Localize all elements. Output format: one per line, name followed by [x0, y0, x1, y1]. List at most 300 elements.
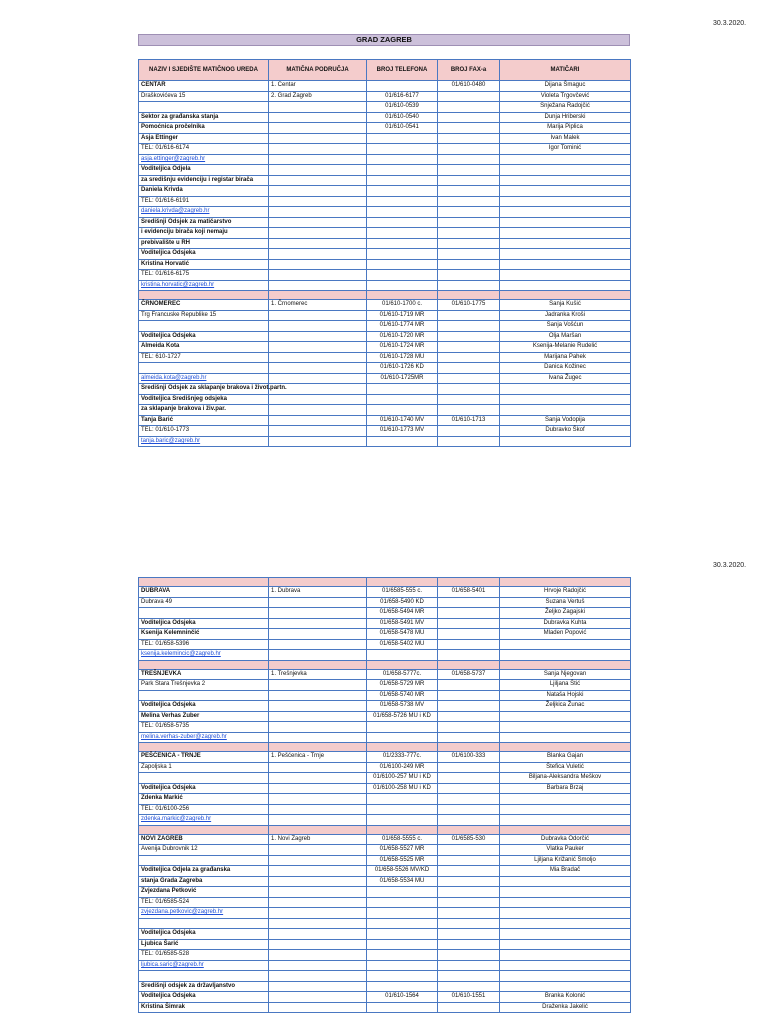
office-cell: za sklapanje brakova i živ.par.	[139, 405, 269, 416]
email-link[interactable]: melina.verhas-zuber@zagreb.hr	[139, 732, 269, 743]
area-cell	[269, 825, 367, 834]
registrar-cell: Ksenija-Melanie Rudelić	[500, 342, 631, 353]
registrar-cell	[500, 238, 631, 249]
registrar-cell	[500, 291, 631, 300]
registrar-cell	[500, 207, 631, 218]
fax-cell: 01/610-1551	[438, 992, 500, 1003]
table-row	[139, 855, 631, 866]
office-cell: Asja Ettinger	[139, 133, 269, 144]
registrar-cell: Ivana Žugec	[500, 373, 631, 384]
office-cell: TEL: 01/616-6175	[139, 270, 269, 281]
registrar-cell	[500, 660, 631, 669]
area-cell	[269, 112, 367, 123]
registrar-cell	[500, 217, 631, 228]
registrar-cell: Željko Zagajski	[500, 608, 631, 619]
page-date: 30.3.2020.	[713, 20, 747, 27]
table-row	[139, 690, 631, 701]
fax-cell	[438, 321, 500, 332]
registrar-cell	[500, 804, 631, 815]
office-cell: Zdenka Markić	[139, 794, 269, 805]
registrar-cell	[500, 876, 631, 887]
fax-cell	[438, 845, 500, 856]
office-cell: Voditeljica Odsjeka	[139, 618, 269, 629]
area-cell	[269, 855, 367, 866]
phone-cell: 01/658-5490 KD	[367, 597, 438, 608]
office-cell: prebivalište u RH	[139, 238, 269, 249]
fax-cell	[438, 897, 500, 908]
registrar-cell: Željkica Žunac	[500, 701, 631, 712]
phone-cell	[367, 897, 438, 908]
area-cell	[269, 249, 367, 260]
fax-cell: 01/610-1713	[438, 415, 500, 426]
phone-cell: 01/658-5777c.	[367, 669, 438, 680]
office-cell: Avenija Dubrovnik 12	[139, 845, 269, 856]
fax-cell	[438, 825, 500, 834]
table-row	[139, 133, 631, 144]
phone-cell	[367, 971, 438, 982]
phone-cell	[367, 133, 438, 144]
phone-cell	[367, 815, 438, 826]
email-link[interactable]: daniela.krivda@zagreb.hr	[139, 207, 269, 218]
header-spacer-cell	[438, 578, 500, 587]
phone-cell	[367, 650, 438, 661]
registrar-cell	[500, 165, 631, 176]
registrar-cell: Igor Tominić	[500, 144, 631, 155]
table-title: GRAD ZAGREB	[138, 34, 630, 46]
registrar-cell: Violeta Trgovčević	[500, 91, 631, 102]
registrar-cell: Dunja Hriberski	[500, 112, 631, 123]
fax-cell	[438, 618, 500, 629]
header-spacer-cell	[269, 578, 367, 587]
table-row	[139, 981, 631, 992]
office-cell: Park Stara Trešnjevka 2	[139, 680, 269, 691]
fax-cell	[438, 186, 500, 197]
email-link[interactable]: asja.ettinger@zagreb.hr	[139, 154, 269, 165]
registrar-cell	[500, 908, 631, 919]
fax-cell	[438, 238, 500, 249]
separator-row	[139, 291, 631, 300]
table-row	[139, 426, 631, 437]
email-link[interactable]: zdenka.markic@zagreb.hr	[139, 815, 269, 826]
fax-cell	[438, 804, 500, 815]
office-cell: Trg Francuske Republike 15	[139, 310, 269, 321]
registrar-cell	[500, 175, 631, 186]
phone-cell: 01/610-1740 MV	[367, 415, 438, 426]
area-cell	[269, 291, 367, 300]
phone-cell	[367, 280, 438, 291]
email-link[interactable]: tanja.baric@zagreb.hr	[139, 436, 269, 447]
phone-cell	[367, 929, 438, 940]
phone-cell	[367, 804, 438, 815]
registrar-cell	[500, 259, 631, 270]
table-row	[139, 918, 631, 929]
registrar-cell: Sanja Njegovan	[500, 669, 631, 680]
phone-cell	[367, 144, 438, 155]
table-row	[139, 81, 631, 92]
phone-cell: 01/658-5526 MV/KD	[367, 866, 438, 877]
office-cell	[139, 918, 269, 929]
table-row	[139, 331, 631, 342]
email-link[interactable]: kristina.horvatic@zagreb.hr	[139, 280, 269, 291]
area-cell	[269, 436, 367, 447]
col-header-area: MATIČNA PODRUČJA	[269, 60, 367, 81]
registrar-cell: Blanka Gajan	[500, 752, 631, 763]
registrar-cell: Sanja Vošćun	[500, 321, 631, 332]
table-row	[139, 929, 631, 940]
area-cell	[269, 743, 367, 752]
office-cell: Draškovićeva 15	[139, 91, 269, 102]
fax-cell	[438, 650, 500, 661]
area-cell	[269, 228, 367, 239]
fax-cell	[438, 331, 500, 342]
table-row	[139, 950, 631, 961]
phone-cell: 01/610-1720 MR	[367, 331, 438, 342]
phone-cell	[367, 405, 438, 416]
fax-cell	[438, 815, 500, 826]
office-cell: Voditeljica Odsjeka	[139, 929, 269, 940]
table-row	[139, 639, 631, 650]
area-cell: 1. Novi Zagreb	[269, 834, 367, 845]
fax-cell	[438, 950, 500, 961]
table-row	[139, 270, 631, 281]
registrar-cell: Štefica Vuletić	[500, 762, 631, 773]
table-row	[139, 112, 631, 123]
area-cell	[269, 608, 367, 619]
phone-cell: 01/658-5527 MR	[367, 845, 438, 856]
registrar-cell: Sanja Kušić	[500, 300, 631, 311]
office-cell: Središnji Odsjek za matičarstvo	[139, 217, 269, 228]
registrar-cell: Barbara Brzaj	[500, 783, 631, 794]
registrar-cell	[500, 639, 631, 650]
fax-cell	[438, 196, 500, 207]
area-cell	[269, 762, 367, 773]
table-row	[139, 992, 631, 1003]
office-cell: Voditeljica Odjela za građanska	[139, 866, 269, 877]
registrar-cell	[500, 960, 631, 971]
fax-cell	[438, 133, 500, 144]
table-row	[139, 834, 631, 845]
table-row	[139, 352, 631, 363]
office-cell: Zapoljska 1	[139, 762, 269, 773]
area-cell: 1. Črnomerec	[269, 300, 367, 311]
area-cell	[269, 207, 367, 218]
registrar-cell	[500, 280, 631, 291]
table-row	[139, 876, 631, 887]
registrar-cell	[500, 270, 631, 281]
office-cell	[139, 660, 269, 669]
phone-cell	[367, 249, 438, 260]
office-cell: Središnji odsjek za državljanstvo	[139, 981, 269, 992]
office-cell: Voditeljica Odjela	[139, 165, 269, 176]
phone-cell: 01/610-1700 c.	[367, 300, 438, 311]
area-cell	[269, 1002, 367, 1013]
registrar-cell: Nataša Hojski	[500, 690, 631, 701]
area-cell	[269, 259, 367, 270]
registrar-cell	[500, 981, 631, 992]
office-cell	[139, 773, 269, 784]
registrar-cell: Snježana Radojčić	[500, 102, 631, 113]
header-spacer-cell	[367, 578, 438, 587]
registrar-cell: Suzana Vertuš	[500, 597, 631, 608]
fax-cell	[438, 773, 500, 784]
table-row	[139, 310, 631, 321]
office-cell: Kristina Šimrak	[139, 1002, 269, 1013]
area-cell: 1. Centar	[269, 81, 367, 92]
email-link[interactable]: zvjezdana.petkovic@zagreb.hr	[139, 908, 269, 919]
area-cell	[269, 960, 367, 971]
registrar-cell: Sanja Vodopija	[500, 415, 631, 426]
registrar-cell: Danica Kožinec	[500, 363, 631, 374]
area-cell	[269, 102, 367, 113]
table-row	[139, 91, 631, 102]
table-body	[139, 81, 631, 447]
registrar-cell	[500, 897, 631, 908]
phone-cell: 01/2333-777c.	[367, 752, 438, 763]
area-cell	[269, 405, 367, 416]
phone-cell	[367, 743, 438, 752]
registrar-cell: Vlatka Pauker	[500, 845, 631, 856]
office-cell: ČRNOMEREC	[139, 300, 269, 311]
office-cell: Sektor za građanska stanja	[139, 112, 269, 123]
office-cell: Ljubica Šarić	[139, 939, 269, 950]
phone-cell	[367, 384, 438, 395]
fax-cell	[438, 291, 500, 300]
area-cell	[269, 280, 367, 291]
fax-cell	[438, 280, 500, 291]
table-row	[139, 394, 631, 405]
table-row	[139, 165, 631, 176]
registrar-cell	[500, 929, 631, 940]
office-cell: TEL: 01/6100-256	[139, 804, 269, 815]
table-row	[139, 436, 631, 447]
phone-cell	[367, 228, 438, 239]
col-header-phone: BROJ TELEFONA	[367, 60, 438, 81]
fax-cell	[438, 629, 500, 640]
registrar-cell: Ivan Malek	[500, 133, 631, 144]
table-row	[139, 722, 631, 733]
registrar-cell: Ljiljana Križanić Smoljo	[500, 855, 631, 866]
fax-cell	[438, 918, 500, 929]
phone-cell: 01/610-1564	[367, 992, 438, 1003]
phone-cell: 01/610-1724 MR	[367, 342, 438, 353]
office-cell: Daniela Krivda	[139, 186, 269, 197]
registrar-cell	[500, 154, 631, 165]
table-row	[139, 752, 631, 763]
phone-cell: 01/658-5555 c.	[367, 834, 438, 845]
area-cell	[269, 144, 367, 155]
table-row	[139, 415, 631, 426]
fax-cell: 01/610-0480	[438, 81, 500, 92]
office-cell: Voditeljica Odsjeka	[139, 331, 269, 342]
table-row	[139, 207, 631, 218]
office-cell	[139, 743, 269, 752]
registrar-cell	[500, 794, 631, 805]
fax-cell	[438, 154, 500, 165]
separator-row	[139, 743, 631, 752]
area-cell	[269, 918, 367, 929]
fax-cell	[438, 102, 500, 113]
table-row	[139, 363, 631, 374]
table-body	[139, 587, 631, 1013]
table-row	[139, 783, 631, 794]
office-cell	[139, 608, 269, 619]
table-row	[139, 144, 631, 155]
office-cell: TEL: 01/658-5735	[139, 722, 269, 733]
office-cell: Tanja Barić	[139, 415, 269, 426]
phone-cell	[367, 1002, 438, 1013]
registrar-cell: Biljana-Aleksandra Meškov	[500, 773, 631, 784]
table-row	[139, 196, 631, 207]
table-row	[139, 342, 631, 353]
office-cell: i evidenciju birača koji nemaju	[139, 228, 269, 239]
phone-cell	[367, 981, 438, 992]
separator-row	[139, 660, 631, 669]
registrar-cell	[500, 918, 631, 929]
phone-cell: 01/658-5494 MR	[367, 608, 438, 619]
fax-cell	[438, 794, 500, 805]
phone-cell: 01/610-1725MR	[367, 373, 438, 384]
area-cell	[269, 363, 367, 374]
table-row	[139, 773, 631, 784]
phone-cell: 01/658-5738 MV	[367, 701, 438, 712]
table-row	[139, 711, 631, 722]
area-cell	[269, 331, 367, 342]
fax-cell	[438, 426, 500, 437]
phone-cell	[367, 950, 438, 961]
fax-cell	[438, 887, 500, 898]
office-cell	[139, 291, 269, 300]
fax-cell	[438, 701, 500, 712]
table-row	[139, 238, 631, 249]
phone-cell	[367, 154, 438, 165]
email-link[interactable]: almeida.kota@zagreb.hr	[139, 373, 269, 384]
registrar-cell: Dijana Šmaguc	[500, 81, 631, 92]
table-row	[139, 321, 631, 332]
phone-cell	[367, 887, 438, 898]
fax-cell	[438, 165, 500, 176]
area-cell	[269, 394, 367, 405]
phone-cell	[367, 270, 438, 281]
phone-cell: 01/616-6177	[367, 91, 438, 102]
phone-cell	[367, 175, 438, 186]
registrar-cell	[500, 228, 631, 239]
table-row	[139, 123, 631, 134]
area-cell	[269, 992, 367, 1003]
fax-cell	[438, 960, 500, 971]
area-cell	[269, 794, 367, 805]
office-cell: Voditeljica Odsjeka	[139, 992, 269, 1003]
col-header-registrars: MATIČARI	[500, 60, 631, 81]
office-cell: Voditeljica Odsjeka	[139, 783, 269, 794]
email-link[interactable]: ksenija.kelemincic@zagreb.hr	[139, 650, 269, 661]
fax-cell	[438, 855, 500, 866]
table-row	[139, 608, 631, 619]
registrar-cell: Mladen Popović	[500, 629, 631, 640]
fax-cell	[438, 436, 500, 447]
phone-cell	[367, 918, 438, 929]
area-cell	[269, 415, 367, 426]
area-cell: 1. Pešćenica - Trnje	[269, 752, 367, 763]
fax-cell	[438, 660, 500, 669]
registrar-cell	[500, 950, 631, 961]
office-cell	[139, 363, 269, 374]
office-cell: Pomoćnica pročelnika	[139, 123, 269, 134]
fax-cell	[438, 259, 500, 270]
fax-cell	[438, 680, 500, 691]
phone-cell: 01/658-5726 MU i KD	[367, 711, 438, 722]
table-row	[139, 186, 631, 197]
area-cell	[269, 929, 367, 940]
table-row	[139, 680, 631, 691]
fax-cell: 01/658-5737	[438, 669, 500, 680]
phone-cell: 01/6585-555 c.	[367, 587, 438, 598]
table-row	[139, 154, 631, 165]
table-row	[139, 650, 631, 661]
registrar-cell: Dubravko Škof	[500, 426, 631, 437]
office-cell: Voditeljica Odsjeka	[139, 249, 269, 260]
phone-cell: 01/658-5740 MR	[367, 690, 438, 701]
table-row	[139, 300, 631, 311]
phone-cell	[367, 732, 438, 743]
area-cell	[269, 629, 367, 640]
table-row	[139, 384, 631, 395]
area-cell	[269, 711, 367, 722]
phone-cell	[367, 238, 438, 249]
fax-cell: 01/658-5401	[438, 587, 500, 598]
office-cell: Voditeljica Odsjeka	[139, 701, 269, 712]
area-cell	[269, 815, 367, 826]
fax-cell	[438, 1002, 500, 1013]
phone-cell: 01/6100-258 MU i KD	[367, 783, 438, 794]
fax-cell	[438, 711, 500, 722]
registrar-cell: Ljiljana Štić	[500, 680, 631, 691]
phone-cell: 01/658-5402 MU	[367, 639, 438, 650]
area-cell: 2. Grad Zagreb	[269, 91, 367, 102]
office-cell: TEL: 01/6585-528	[139, 950, 269, 961]
fax-cell	[438, 217, 500, 228]
table-row	[139, 762, 631, 773]
fax-cell	[438, 207, 500, 218]
table-row	[139, 1002, 631, 1013]
email-link[interactable]: ljubica.saric@zagreb.hr	[139, 960, 269, 971]
fax-cell	[438, 722, 500, 733]
fax-cell	[438, 690, 500, 701]
phone-cell: 01/658-5729 MR	[367, 680, 438, 691]
fax-cell	[438, 971, 500, 982]
header-spacer-cell	[500, 578, 631, 587]
area-cell	[269, 321, 367, 332]
fax-cell	[438, 939, 500, 950]
registrar-cell	[500, 732, 631, 743]
area-cell	[269, 650, 367, 661]
table-row	[139, 217, 631, 228]
fax-cell	[438, 639, 500, 650]
fax-cell	[438, 743, 500, 752]
phone-cell	[367, 939, 438, 950]
phone-cell	[367, 81, 438, 92]
area-cell: 1. Trešnjevka	[269, 669, 367, 680]
fax-cell	[438, 405, 500, 416]
area-cell	[269, 154, 367, 165]
area-cell	[269, 783, 367, 794]
office-cell	[139, 971, 269, 982]
office-cell: TEL: 610-1727	[139, 352, 269, 363]
registrar-cell	[500, 971, 631, 982]
registrar-cell: Olja Maršan	[500, 331, 631, 342]
office-cell: Kristina Horvatić	[139, 259, 269, 270]
phone-cell	[367, 394, 438, 405]
registrar-cell	[500, 650, 631, 661]
